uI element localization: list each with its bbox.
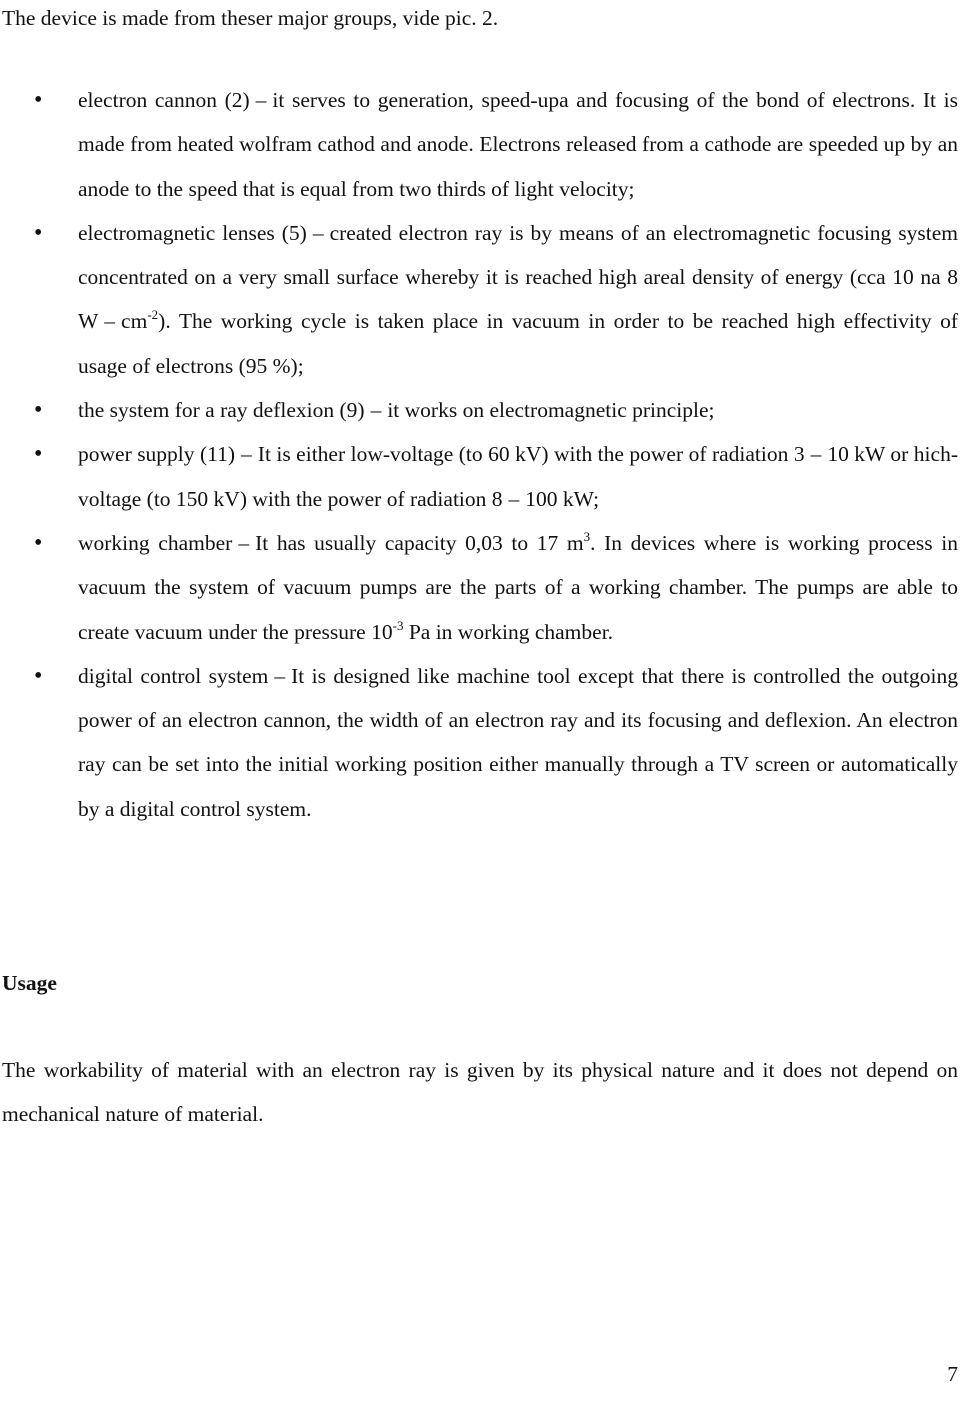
page-number: 7 (947, 1362, 958, 1386)
item-term: power supply (11) (78, 442, 236, 467)
list-item (0, 211, 958, 388)
item-text: It is designed like machine tool except that there is controlled the outgoing power of an electron cannon, the width of an electron ray and its focusing and deflexion. An electron ray can be set into the initial working position either manually through a TV screen or automatically by a digital control system. (78, 663, 958, 821)
item-term: the system for a ray deflexion (9) (78, 398, 365, 423)
item-text: 10 kW or hich-voltage (to 150 kV) with the power of radiation 8 (78, 442, 958, 511)
item-dash: – (508, 486, 520, 511)
item-text: It has usually capacity 0,03 to 17 m (255, 530, 584, 555)
item-dash: – (810, 442, 822, 467)
list-item (0, 388, 958, 432)
bullet-icon: • (34, 397, 43, 424)
item-exponent: 3 (583, 528, 591, 544)
item-text: it serves to generation, speed-upa and focusing of the bond of electrons. It is made from heated wolfram cathod and anode. Electrons released from a cathode are speeded up by an anode to the speed that is equal from two thirds of light velocity; (78, 88, 958, 201)
item-text: 100 kW; (525, 486, 600, 511)
item-text: . In devices where is working process in vacuum the system of vacuum pumps are the parts of a working chamber. The pumps are able to create vacuum under the pressure 10 (78, 530, 959, 644)
item-term: working chamber (78, 530, 233, 555)
item-term: electron cannon (2) (78, 88, 250, 112)
usage-paragraph: The workability of material with an electron ray is given by its physical nature and it does not depend on mechanical nature of material. (2, 1058, 958, 1126)
item-text: created electron ray is by means of an electromagnetic focusing system concentrated on a very small surface whereby it is reached high areal density of energy (cca 10 na 8 W (78, 220, 958, 334)
list-item (0, 521, 958, 654)
item-exponent: -2 (147, 307, 159, 323)
item-exponent: -3 (392, 617, 404, 633)
item-dash: – (241, 442, 252, 467)
item-text: it works on electromagnetic principle; (387, 398, 715, 423)
section-heading: Usage (2, 971, 57, 995)
item-text: ). The working cycle is taken place in vacuum in order to be reached high effectivity of usage of electrons (95 %); (78, 309, 958, 378)
bullet-icon: • (34, 529, 43, 556)
intro-paragraph: The device is made from theser major groups, vide pic. 2. (2, 6, 499, 30)
item-dash: – (370, 398, 382, 423)
item-dash: – (255, 88, 267, 112)
item-text: It is either low-voltage (to 60 kV) with the power of radiation 3 (257, 442, 805, 467)
item-dash: – (312, 220, 324, 245)
item-dash: – (104, 309, 116, 334)
item-dash: – (274, 663, 286, 688)
list-item (0, 78, 958, 211)
item-text: Pa in working chamber. (408, 619, 614, 644)
list-item (0, 432, 958, 521)
bullet-icon: • (34, 662, 43, 689)
item-unit: cm (121, 309, 148, 334)
list-item (0, 654, 958, 831)
bullet-icon: • (34, 441, 43, 468)
item-term: electromagnetic lenses (5) (78, 220, 307, 245)
item-dash: – (238, 530, 250, 555)
bullet-icon: • (34, 219, 43, 246)
item-term: digital control system (78, 663, 269, 688)
bullet-icon: • (34, 87, 43, 113)
component-list (0, 78, 958, 831)
